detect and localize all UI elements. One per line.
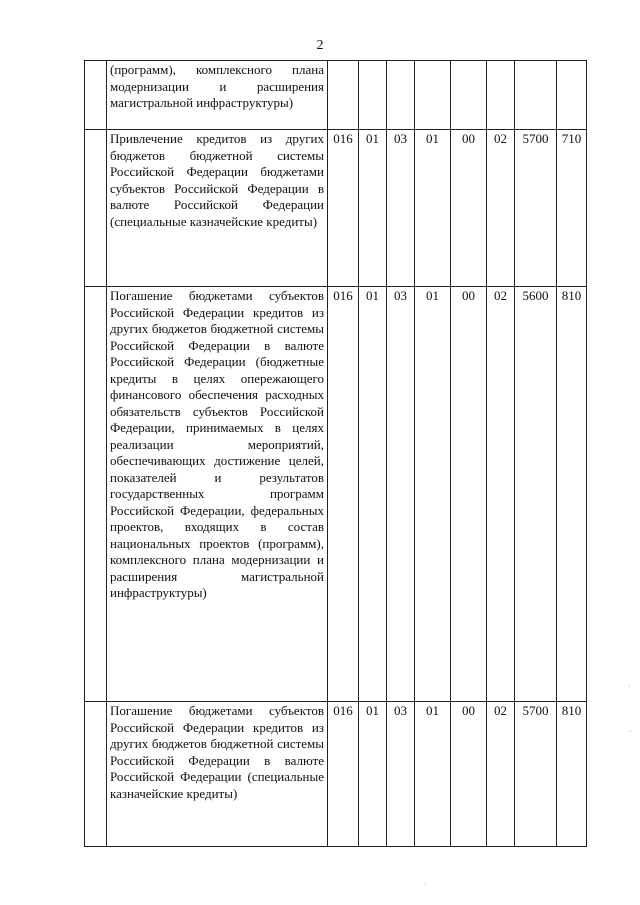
code-cell: 01	[359, 702, 387, 847]
code-cell	[359, 61, 387, 130]
code-cell: 03	[387, 702, 415, 847]
description-cell: Погашение бюджетами субъектов Российской Федерации кредитов из других бюджетов бюджетной системы Российской Федерации в валюте Российской Федерации (бюджетные кредиты в целях опережающего финансового обеспечения расходных обязательств субъектов Российской Федерации, принимаемых в целях реализации мероприятий, обеспечивающих достижение целей, показателей и результатов государственных программ Российской Федерации, федеральных проектов, входящих в состав национальных проектов (программ), комплексного плана модернизации и расширения магистральной инфраструктуры)	[107, 287, 328, 702]
code-cell: 03	[387, 130, 415, 287]
code-cell: 03	[387, 287, 415, 702]
code-cell: 02	[487, 702, 515, 847]
code-cell	[328, 61, 359, 130]
description-cell: Привлечение кредитов из других бюджетов бюджетной системы Российской Федерации бюджетами субъектов Российской Федерации в валюте Российской Федерации (специальные казначейские кредиты)	[107, 130, 328, 287]
scan-speck: ·	[424, 880, 427, 889]
code-cell: 016	[328, 702, 359, 847]
row-number-cell	[85, 287, 107, 702]
description-cell: (программ), комплексного плана модернизации и расширения магистральной инфраструктуры)	[107, 61, 328, 130]
code-cell	[487, 61, 515, 130]
code-cell: 710	[557, 130, 587, 287]
code-cell: 01	[359, 130, 387, 287]
page-number: 2	[316, 38, 324, 53]
code-cell: 01	[415, 702, 451, 847]
code-cell: 016	[328, 287, 359, 702]
code-cell: 810	[557, 287, 587, 702]
table-row	[85, 130, 587, 287]
code-cell	[415, 61, 451, 130]
code-cell: 01	[415, 287, 451, 702]
scan-speck: ·	[628, 682, 631, 691]
code-cell	[557, 61, 587, 130]
row-number-cell	[85, 61, 107, 130]
code-cell: 00	[451, 287, 487, 702]
code-cell: 00	[451, 130, 487, 287]
code-cell: 01	[415, 130, 451, 287]
row-number-cell	[85, 702, 107, 847]
code-cell	[451, 61, 487, 130]
code-cell: 00	[451, 702, 487, 847]
code-cell: 5700	[515, 702, 557, 847]
row-number-cell	[85, 130, 107, 287]
scan-speck: ·	[629, 727, 632, 736]
code-cell: 02	[487, 287, 515, 702]
code-cell: 01	[359, 287, 387, 702]
code-cell	[387, 61, 415, 130]
table-row	[85, 702, 587, 847]
description-cell: Погашение бюджетами субъектов Российской Федерации кредитов из других бюджетов бюджетной системы Российской Федерации в валюте Российской Федерации (специальные казначейские кредиты)	[107, 702, 328, 847]
code-cell: 02	[487, 130, 515, 287]
code-cell: 5600	[515, 287, 557, 702]
table-row	[85, 61, 587, 130]
table-row	[85, 287, 587, 702]
budget-classification-table	[84, 60, 587, 847]
code-cell	[515, 61, 557, 130]
code-cell: 810	[557, 702, 587, 847]
code-cell: 5700	[515, 130, 557, 287]
code-cell: 016	[328, 130, 359, 287]
